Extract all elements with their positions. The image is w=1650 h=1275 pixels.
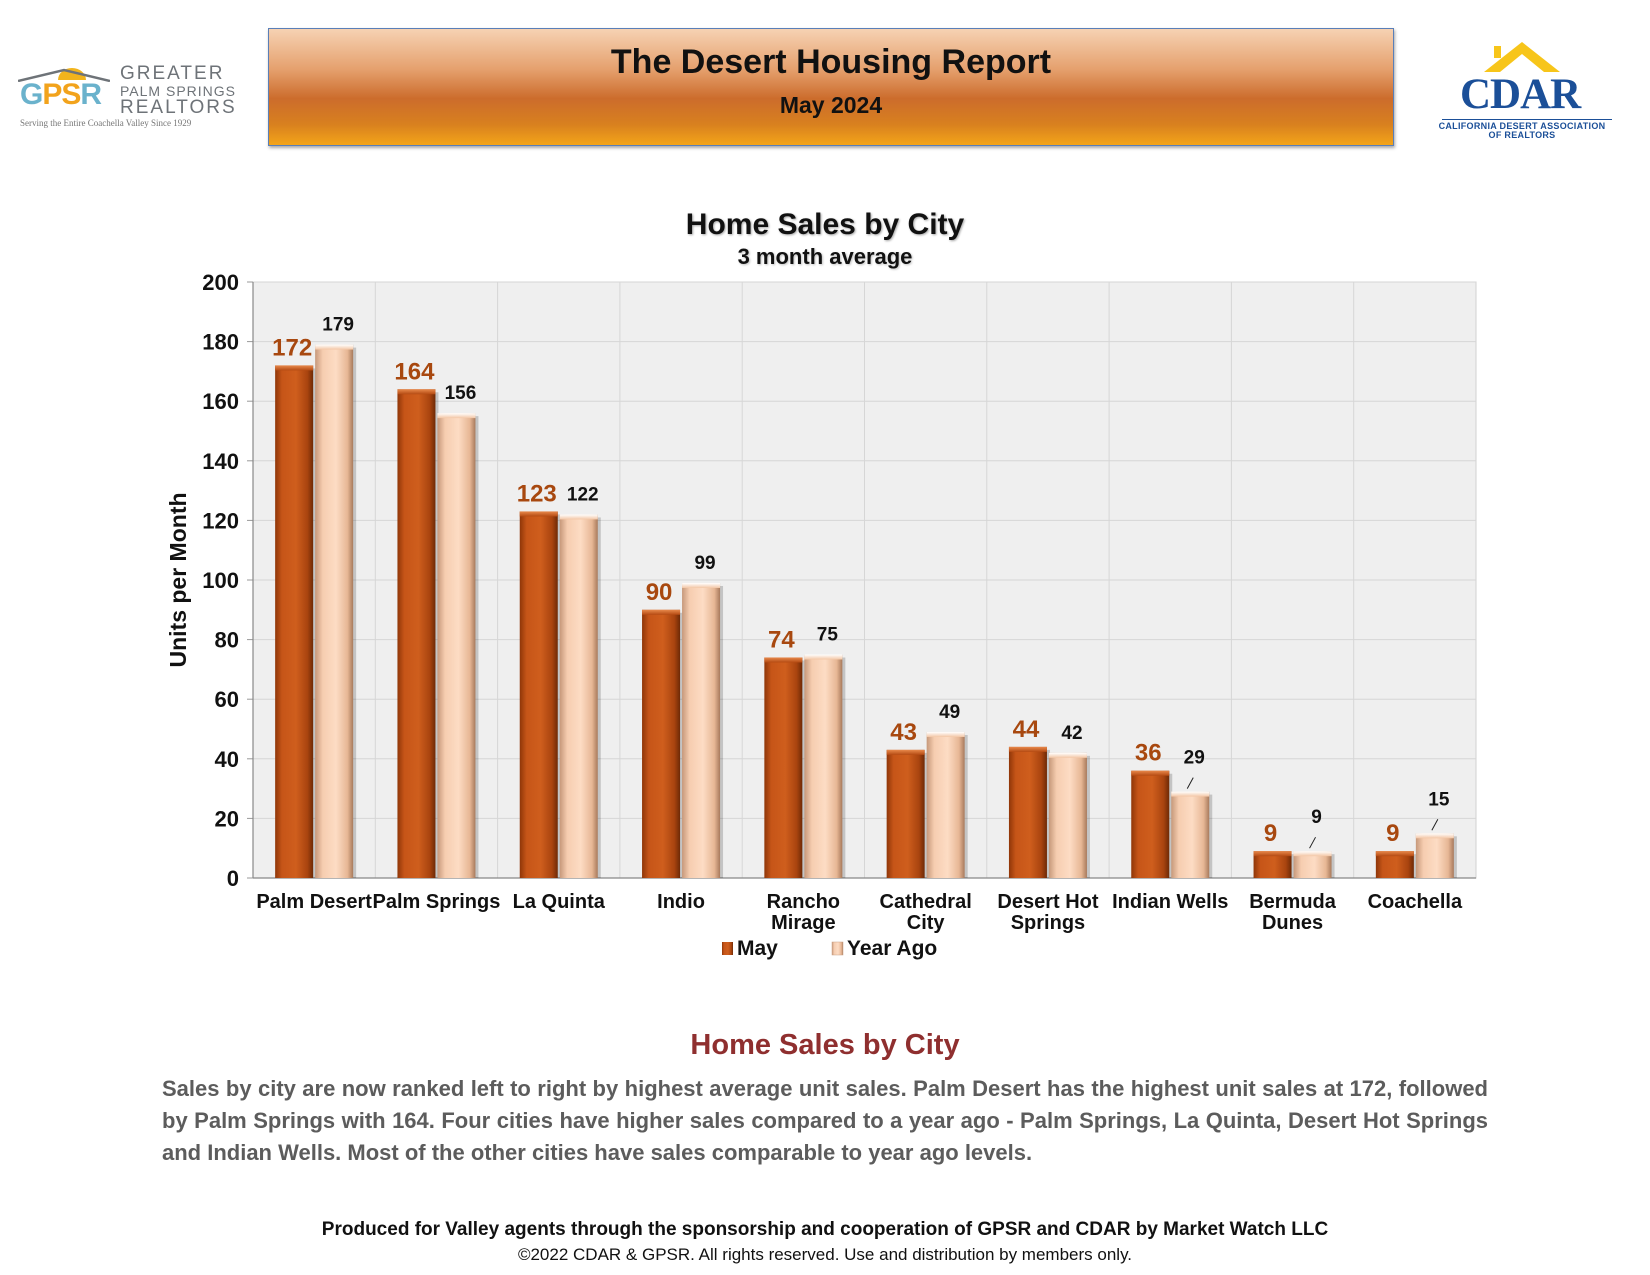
data-label-may: 90	[645, 578, 673, 606]
data-label-may: 43	[890, 718, 918, 746]
data-label-may: 9	[1263, 820, 1278, 848]
gpsr-name: GREATER PALM SPRINGS REALTORS	[120, 63, 237, 118]
cdar-subtitle: CALIFORNIA DESERT ASSOCIATION OF REALTORS	[1438, 121, 1606, 141]
chart-title: Home Sales by City	[685, 208, 965, 241]
legend-swatch-may	[722, 942, 733, 955]
data-label-year-ago: 179	[322, 314, 355, 336]
footer-credit: Produced for Valley agents through the sponsorship and cooperation of GPSR and CDAR by Market Watch LLC	[321, 1219, 1329, 1240]
bar-year-ago	[682, 583, 720, 878]
bar-year-ago-cap	[682, 583, 720, 588]
data-label-may: 9	[1386, 820, 1400, 848]
bar-may	[1009, 747, 1047, 878]
x-tick-label: Palm Springs	[372, 891, 501, 913]
bar-may-cap	[520, 511, 558, 516]
bar-may	[642, 610, 680, 878]
x-tick-label: La Quinta	[512, 891, 605, 913]
data-label-year-ago: 75	[816, 624, 838, 646]
legend-label-year-ago: Year Ago	[847, 937, 938, 960]
bar-may-cap	[275, 365, 313, 370]
bar-year-ago-cap	[315, 345, 353, 350]
data-label-may: 164	[394, 358, 435, 386]
bar-may-cap	[1376, 851, 1414, 856]
commentary-title: Home Sales by City	[690, 1029, 960, 1061]
y-tick-label: 0	[226, 866, 239, 891]
data-label-year-ago: 99	[694, 552, 716, 574]
bar-may-cap	[1009, 747, 1047, 752]
x-tick-label: Springs	[1010, 912, 1086, 934]
x-tick-label: Rancho	[766, 891, 841, 913]
data-label-year-ago: 156	[444, 383, 477, 405]
bar-may-cap	[397, 389, 435, 394]
gpsr-letters: GPSR	[20, 78, 102, 111]
bar-year-ago	[560, 514, 598, 878]
data-label-may: 123	[516, 480, 557, 508]
data-label-may: 172	[272, 334, 313, 362]
bar-year-ago-cap	[927, 732, 965, 737]
bar-may	[1131, 771, 1169, 878]
gpsr-tagline: Serving the Entire Coachella Valley Since 1929	[20, 118, 192, 128]
bar-year-ago	[927, 732, 965, 878]
report-title: The Desert Housing Report	[610, 43, 1052, 81]
bar-year-ago	[1416, 833, 1454, 878]
data-label-may: 36	[1134, 739, 1162, 767]
legend-label-may: May	[737, 937, 778, 960]
x-tick-label: Bermuda	[1249, 891, 1336, 913]
bar-year-ago-cap	[804, 655, 842, 660]
bar-may	[520, 511, 558, 878]
data-label-year-ago: 9	[1311, 807, 1322, 829]
y-tick-label: 100	[202, 568, 239, 593]
bar-year-ago-cap	[1416, 833, 1454, 838]
bar-year-ago	[437, 413, 475, 878]
y-tick-label: 160	[202, 389, 239, 415]
x-tick-label: City	[906, 912, 945, 934]
bar-year-ago	[1171, 792, 1209, 878]
x-tick-label: Indio	[657, 891, 705, 913]
y-tick-label: 60	[214, 687, 239, 713]
x-tick-label: Mirage	[771, 912, 836, 934]
bar-may-cap	[1131, 771, 1169, 776]
bar-may	[275, 365, 313, 878]
y-tick-label: 40	[214, 746, 239, 772]
data-label-may: 44	[1012, 715, 1040, 743]
y-tick-label: 180	[202, 329, 239, 355]
bar-may-cap	[642, 610, 680, 615]
y-axis-label: Units per Month	[165, 492, 191, 668]
bar-may-cap	[1254, 851, 1292, 856]
bar-may-cap	[887, 750, 925, 755]
bar-year-ago-cap	[1171, 792, 1209, 797]
chart-subtitle: 3 month average	[737, 244, 913, 269]
bar-year-ago-cap	[1049, 753, 1087, 758]
bar-year-ago-cap	[1294, 851, 1332, 856]
y-tick-label: 200	[202, 270, 239, 295]
x-tick-label: Indian Wells	[1112, 891, 1229, 913]
data-label-year-ago: 15	[1428, 789, 1450, 811]
bar-year-ago	[804, 655, 842, 879]
bar-year-ago-cap	[437, 413, 475, 418]
y-tick-label: 80	[214, 627, 239, 653]
bar-year-ago	[315, 345, 353, 878]
commentary-body: Sales by city are now ranked left to right by highest average unit sales. Palm Desert has the highest unit sales at 172, followed by Palm Springs with 164. Four cities have higher sales compared to a year ago - Palm Springs, La Quinta, Desert Hot Springs and Indian Wells. Most of the other cities have sales comparable to year ago levels.	[162, 1076, 1488, 1165]
x-tick-label: Palm Desert	[256, 891, 372, 913]
footer-copyright: ©2022 CDAR & GPSR. All rights reserved. Use and distribution by members only.	[517, 1245, 1133, 1264]
x-tick-label: Cathedral	[879, 891, 972, 913]
data-label-year-ago: 29	[1183, 747, 1205, 769]
x-tick-label: Desert Hot	[997, 891, 1099, 913]
y-tick-label: 20	[214, 806, 239, 832]
bar-year-ago-cap	[560, 514, 598, 519]
y-tick-label: 120	[202, 508, 239, 534]
data-label-may: 74	[767, 626, 795, 654]
report-date: May 2024	[779, 92, 883, 118]
x-tick-label: Coachella	[1367, 891, 1463, 913]
bar-may	[397, 389, 435, 878]
data-label-year-ago: 42	[1061, 722, 1083, 744]
data-label-year-ago: 122	[566, 484, 599, 506]
cdar-wordmark: CDAR	[1460, 71, 1581, 118]
bar-may	[764, 657, 802, 878]
y-tick-label: 140	[202, 448, 239, 474]
bar-may-cap	[764, 657, 802, 662]
legend-swatch-year-ago	[832, 942, 843, 955]
x-tick-label: Dunes	[1261, 912, 1324, 934]
data-label-year-ago: 49	[939, 701, 961, 723]
bar-year-ago	[1049, 753, 1087, 878]
bar-may	[887, 750, 925, 878]
